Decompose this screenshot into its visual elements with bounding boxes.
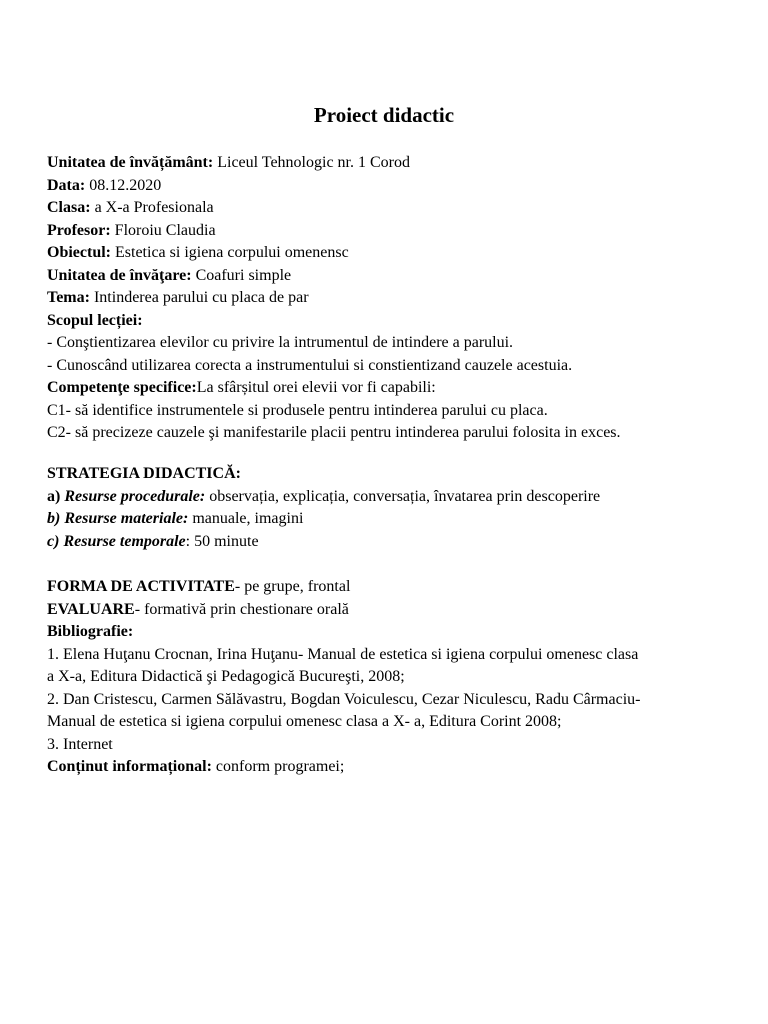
bibliography-label: Bibliografie: [47, 623, 134, 640]
scope-item: - Cunoscând utilizarea corecta a instrumentului si constientizand cauzele acestuia. [47, 356, 573, 374]
evaluation-label: EVALUARE [47, 600, 135, 618]
activity-value: - pe grupe, frontal [234, 578, 351, 595]
header-fields [47, 152, 737, 445]
document-title: Proiect didactic [313, 103, 455, 127]
field-value: Floroiu Claudia [110, 221, 216, 239]
content-info-label: Conținut informațional: [47, 758, 212, 775]
strategy-label: Resurse procedurale: [64, 487, 206, 505]
field-label: Obiectul: [47, 244, 111, 261]
field-label: Unitatea de învăţare: [47, 266, 192, 284]
strategy-section [47, 463, 737, 553]
field-school [47, 152, 737, 175]
evaluation-line [47, 599, 737, 622]
strategy-label: Resurse materiale: [64, 510, 189, 527]
strategy-label: Resurse temporale [63, 532, 186, 550]
bibliography-line: 2. Dan Cristescu, Carmen Sălăvastru, Bogdan Voiculescu, Cezar Niculescu, Radu Cârmaciu- [47, 690, 641, 708]
field-value: Coafuri simple [191, 266, 292, 284]
strategy-prefix: c) [47, 532, 64, 550]
competences-intro-line [47, 377, 737, 400]
competences-intro: La sfârșitul orei elevii vor fi capabili: [196, 379, 436, 396]
content-info-value: conform programei; [211, 758, 345, 775]
field-learning-unit [47, 265, 737, 288]
competence-item: C2- să precizeze cauzele şi manifestarile placii pentru intinderea parului folosita in exces. [47, 424, 621, 441]
bibliography-line: a X-a, Editura Didactică şi Pedagogică Bucureşti, 2008; [47, 668, 405, 685]
field-label: Profesor: [47, 221, 111, 239]
content-info-line [47, 756, 737, 779]
field-class [47, 197, 737, 220]
strategy-prefix: b) [47, 510, 65, 527]
field-value: Intinderea parului cu placa de par [89, 289, 309, 306]
field-label: Data: [47, 176, 86, 194]
activity-line [47, 576, 737, 599]
strategy-item [47, 508, 737, 531]
field-date [47, 175, 737, 198]
field-value: a X-a Profesionala [90, 199, 214, 216]
strategy-value: : 50 minute [185, 532, 259, 550]
field-value: Liceul Tehnologic nr. 1 Corod [213, 154, 410, 171]
field-label: Clasa: [47, 199, 91, 216]
field-teacher [47, 220, 737, 243]
activity-label: FORMA DE ACTIVITATE [47, 578, 235, 595]
strategy-heading: STRATEGIA DIDACTICĂ: [47, 465, 241, 482]
strategy-item [47, 486, 737, 509]
strategy-item [47, 531, 737, 554]
strategy-value: manuale, imagini [188, 510, 304, 527]
strategy-prefix: a) [47, 487, 65, 505]
bibliography-line: 1. Elena Huţanu Crocnan, Irina Huţanu- Manual de estetica si igiena corpului omenesc clasa [47, 645, 639, 663]
strategy-value: observația, explicația, conversația, învatarea prin descoperire [205, 487, 601, 505]
scope-label: Scopul lecției: [47, 311, 143, 329]
competence-item: C1- să identifice instrumentele si produsele pentru intinderea parului cu placa. [47, 401, 548, 419]
competences-label: Competenţe specifice: [47, 379, 197, 396]
field-subject [47, 242, 737, 265]
bibliography-line: 3. Internet [47, 735, 113, 753]
field-label: Unitatea de învățământ: [47, 154, 214, 171]
evaluation-value: - formativă prin chestionare orală [134, 600, 349, 618]
scope-item: - Conştientizarea elevilor cu privire la intrumentul de intindere a parului. [47, 334, 514, 351]
bibliography-line: Manual de estetica si igiena corpului omenesc clasa a X- a, Editura Corint 2008; [47, 713, 562, 730]
activity-section [47, 576, 737, 779]
field-label: Tema: [47, 289, 90, 306]
field-value: Estetica si igiena corpului omenensc [111, 244, 349, 261]
field-topic [47, 287, 737, 310]
field-value: 08.12.2020 [85, 176, 162, 194]
